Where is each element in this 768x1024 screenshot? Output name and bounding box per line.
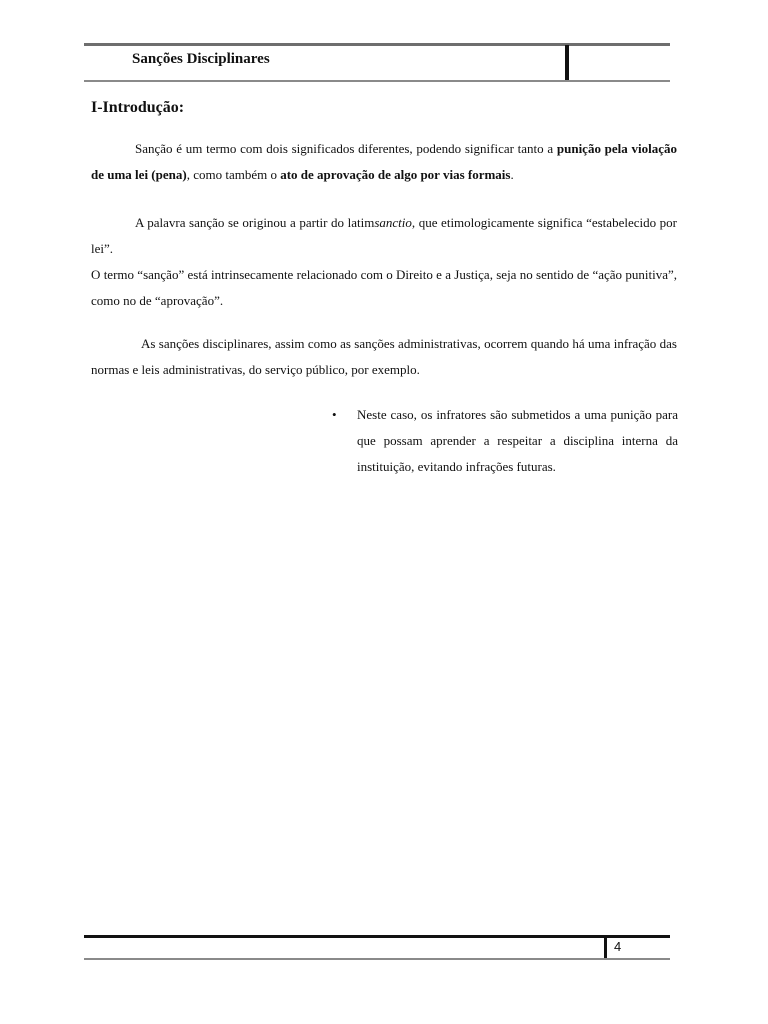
header-divider-bar xyxy=(565,45,569,81)
bold-phrase-punishment: punição pela violação de uma lei (pena) xyxy=(91,141,677,182)
header-top-rule xyxy=(84,43,670,46)
header-bottom-rule xyxy=(84,80,670,82)
paragraph-text: . xyxy=(510,167,514,182)
page-number: 4 xyxy=(614,939,622,954)
paragraph-text: Sanção é um termo com dois significados diferentes, podendo significar tanto a xyxy=(135,141,557,156)
latin-word: sanctio xyxy=(374,215,412,230)
bullet-text: Neste caso, os infratores são submetidos a uma punição para que possam aprender a respeitar a disciplina interna da instituição, evitando infrações futuras. xyxy=(357,407,678,474)
paragraph-disciplinary: As sanções disciplinares, assim como as sanções administrativas, ocorrem quando há uma infração das normas e leis administrativas, do serviço público, por exemplo. xyxy=(91,336,677,377)
paragraph-definition xyxy=(91,136,677,188)
paragraph-etymology xyxy=(91,210,677,262)
footer-bottom-rule xyxy=(84,958,670,960)
paragraph-text: A palavra sanção se originou a partir do latim xyxy=(135,215,375,230)
footer-top-rule xyxy=(84,935,670,938)
paragraph-meaning: O termo “sanção” está intrinsecamente relacionado com o Direito e a Justiça, seja no sentido de “ação punitiva”, como no de “aprovação”. xyxy=(91,267,677,308)
paragraph-text: , que etimologicamente significa “estabelecido por lei”. xyxy=(91,215,677,256)
header-title: Sanções Disciplinares xyxy=(132,51,270,67)
footer-divider-bar xyxy=(604,937,607,959)
bullet-icon: • xyxy=(332,407,337,422)
section-heading: I-Introdução: xyxy=(91,99,185,116)
bold-phrase-approval: ato de aprovação de algo por vias formais xyxy=(280,167,511,182)
paragraph-text: , como também o xyxy=(186,167,281,182)
